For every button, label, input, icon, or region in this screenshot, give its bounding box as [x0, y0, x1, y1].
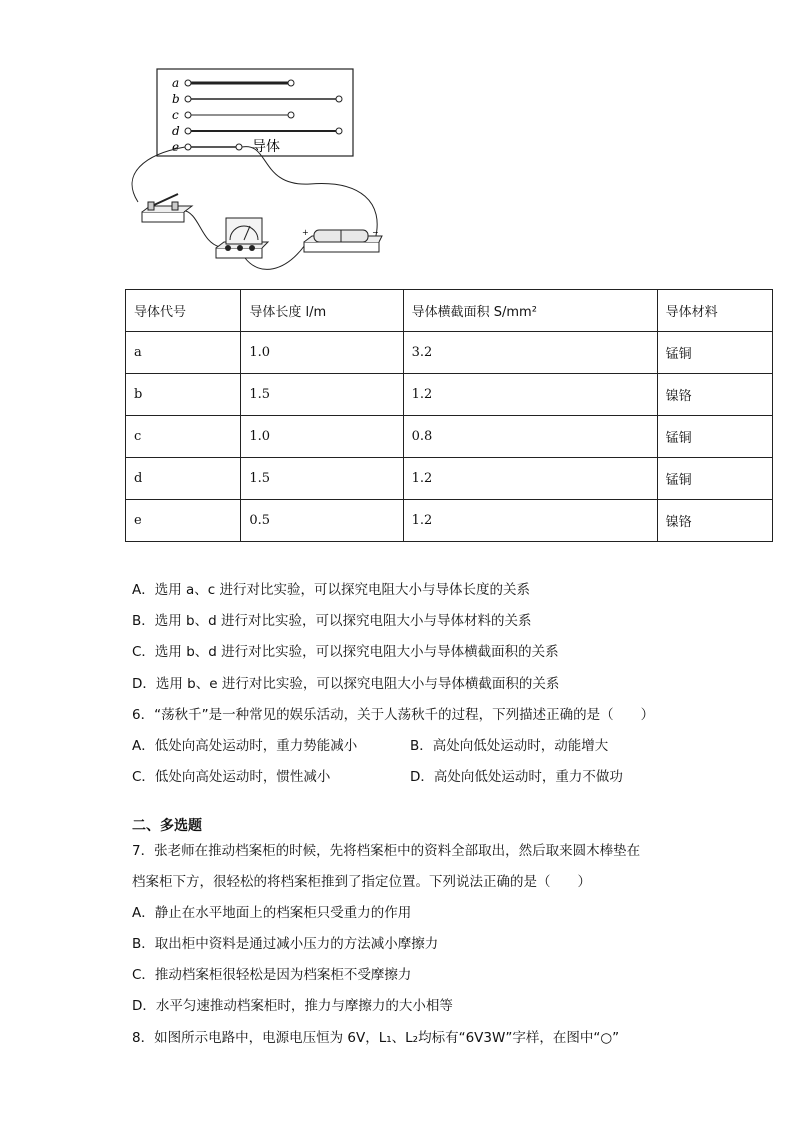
cell-material: 锰铜 — [657, 458, 772, 500]
q7-stem-line1: 7．张老师在推动档案柜的时候，先将档案柜中的资料全部取出，然后取来圆木棒垫在 — [132, 843, 641, 859]
cell-length: 1.0 — [241, 416, 403, 458]
q7-option-a: A．静止在水平地面上的档案柜只受重力的作用 — [132, 905, 412, 921]
cell-area: 1.2 — [403, 458, 657, 500]
cell-length: 0.5 — [241, 500, 403, 542]
cell-length: 1.5 — [241, 458, 403, 500]
cell-code: c — [126, 416, 241, 458]
cell-length: 1.5 — [241, 374, 403, 416]
table-row — [126, 500, 773, 542]
table-row — [126, 458, 773, 500]
wire-label-d: d — [172, 124, 180, 138]
q5-option-c: C．选用 b、d 进行对比实验，可以探究电阻大小与导体横截面积的关系 — [132, 644, 559, 660]
header-length: 导体长度 l/m — [241, 290, 403, 332]
header-area: 导体横截面积 S/mm² — [403, 290, 657, 332]
ammeter — [216, 218, 268, 258]
wire-label-b: b — [172, 92, 180, 106]
wire-label-a: a — [172, 76, 180, 90]
q7-option-d: D．水平匀速推动档案柜时，推力与摩擦力的大小相等 — [132, 998, 453, 1014]
cell-code: e — [126, 500, 241, 542]
cell-material: 锰铜 — [657, 416, 772, 458]
q6-option-a: A．低处向高处运动时，重力势能减小 — [132, 738, 358, 754]
cell-code: a — [126, 332, 241, 374]
table-row — [126, 332, 773, 374]
header-material: 导体材料 — [657, 290, 772, 332]
table-row — [126, 374, 773, 416]
q7-option-b: B．取出柜中资料是通过减小压力的方法减小摩擦力 — [132, 936, 439, 952]
q5-option-b: B．选用 b、d 进行对比实验，可以探究电阻大小与导体材料的关系 — [132, 613, 532, 629]
cell-material: 镍铬 — [657, 500, 772, 542]
conductor-table — [125, 289, 773, 542]
q5-option-d: D．选用 b、e 进行对比实验，可以探究电阻大小与导体横截面积的关系 — [132, 676, 560, 692]
knife-switch — [142, 194, 192, 222]
svg-text:−: − — [372, 228, 379, 237]
cell-area: 1.2 — [403, 500, 657, 542]
cell-area: 3.2 — [403, 332, 657, 374]
header-code: 导体代号 — [126, 290, 241, 332]
q7-option-c: C．推动档案柜很轻松是因为档案柜不受摩擦力 — [132, 967, 412, 983]
q6-option-d: D．高处向低处运动时，重力不做功 — [410, 769, 623, 785]
cell-code: b — [126, 374, 241, 416]
battery — [302, 228, 382, 252]
circuit-figure — [120, 62, 400, 284]
section-title: 二、多选题 — [132, 818, 202, 834]
q6-stem: 6．“荡秋千”是一种常见的娱乐活动，关于人荡秋千的过程，下列描述正确的是（ ） — [132, 707, 655, 723]
cell-length: 1.0 — [241, 332, 403, 374]
wire-label-c: c — [172, 108, 179, 122]
wire-label-e: e — [172, 140, 180, 154]
svg-text:+: + — [302, 228, 309, 237]
cell-material: 锰铜 — [657, 332, 772, 374]
q6-option-c: C．低处向高处运动时，惯性减小 — [132, 769, 331, 785]
q5-option-a: A．选用 a、c 进行对比实验，可以探究电阻大小与导体长度的关系 — [132, 582, 531, 598]
table-header-row — [126, 290, 773, 332]
q8-stem: 8．如图所示电路中，电源电压恒为 6V，L₁、L₂均标有“6V3W”字样，在图中“○” — [132, 1030, 620, 1046]
panel-label: 导体 — [252, 139, 280, 155]
q7-stem-line2: 档案柜下方，很轻松的将档案柜推到了指定位置。下列说法正确的是（ ） — [132, 874, 591, 890]
cell-area: 0.8 — [403, 416, 657, 458]
cell-material: 镍铬 — [657, 374, 772, 416]
cell-area: 1.2 — [403, 374, 657, 416]
q6-option-b: B．高处向低处运动时，动能增大 — [410, 738, 609, 754]
table-row — [126, 416, 773, 458]
cell-code: d — [126, 458, 241, 500]
